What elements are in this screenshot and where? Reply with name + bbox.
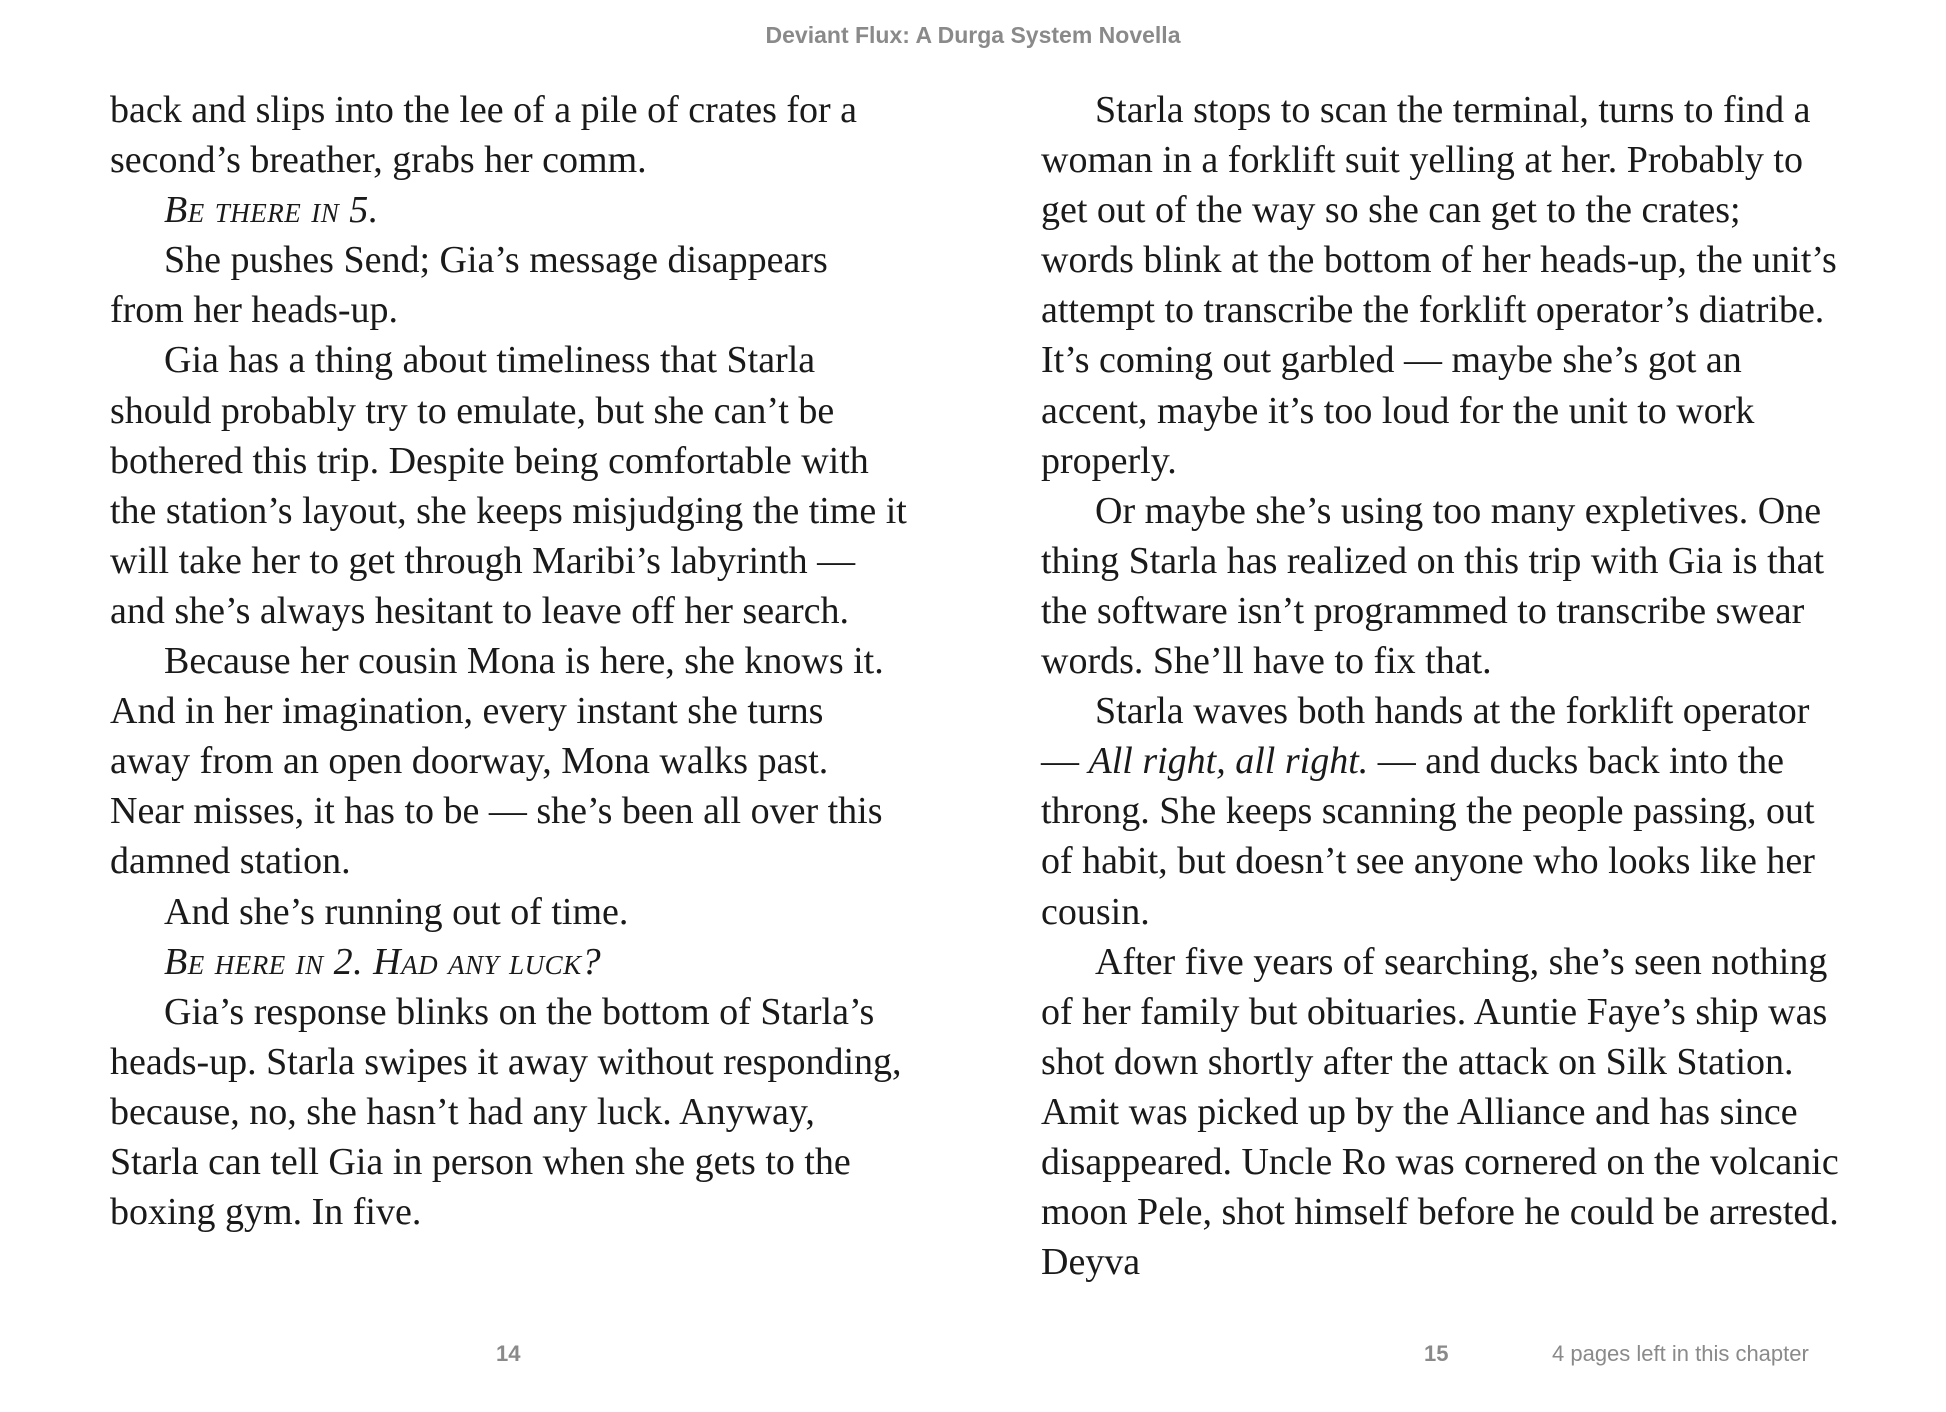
text-span: — and ducks back into the throng. She keeps scanning the people passing, out of habit, but doesn’t see anyone who looks like her cousin. — [1041, 740, 1815, 933]
message-text: Be there in 5. — [164, 189, 379, 232]
paragraph: Gia’s response blinks on the bottom of Starla’s heads-up. Starla swipes it away without responding, because, no, she hasn’t had any luck. Anyway, Starla can tell Gia in person when she gets to the boxing gym. In five. — [110, 990, 902, 1234]
pages-left-in-chapter: 4 pages left in this chapter — [1552, 1341, 1809, 1366]
message-text: Be here in 2. Had any luck? — [164, 940, 602, 983]
paragraph: Or maybe she’s using too many expletives. One thing Starla has realized on this trip with Gia is that the software isn’t programmed to transcribe swear words. She’ll have to fix that. — [1041, 489, 1825, 683]
paragraph: After five years of searching, she’s seen nothing of her family but obituaries. Auntie Faye’s ship was shot down shortly after the attack on Silk Station. Amit was picked up by the Alliance and has since disappeared. Uncle Ro was cornered on the volcanic moon Pele, shot himself before he could be arrested. Deyva — [1041, 940, 1839, 1284]
paragraph: And she’s running out of time. — [164, 890, 629, 933]
paragraph: Gia has a thing about timeliness that Starla should probably try to emulate, but she can’t be bothered this trip. Despite being comfortable with the station’s layout, she keeps misjudging the time it will take her to get through Maribi’s labyrinth — and she’s always hesitant to leave off her search. — [110, 339, 907, 632]
paragraph: Starla stops to scan the terminal, turns to find a woman in a forklift suit yelling at her. Probably to get out of the way so she can get to the crates; words blink at the bottom of her heads-up, the unit’s attempt to transcribe the forklift operator’s diatribe. It’s coming out garbled — maybe she’s got an accent, maybe it’s too loud for the unit to work properly. — [1041, 89, 1837, 482]
text-span: Starla waves both hands at the forklift operator — — [1041, 690, 1810, 783]
book-title: Deviant Flux: A Durga System Novella — [765, 22, 1181, 48]
paragraph: back and slips into the lee of a pile of crates for a second’s breather, grabs her comm. — [110, 89, 858, 182]
paragraph — [1041, 686, 1841, 936]
right-page-text — [1041, 85, 1841, 1287]
page-number-right: 15 — [1424, 1341, 1449, 1366]
paragraph: She pushes Send; Gia’s message disappears from her heads-up. — [110, 239, 828, 332]
italic-speech: All right, all right. — [1088, 740, 1369, 783]
left-page-text — [110, 85, 910, 1237]
paragraph: Because her cousin Mona is here, she knows it. And in her imagination, every instant she turns away from an open doorway, Mona walks past. Near misses, it has to be — she’s been all over this damned station. — [110, 640, 884, 883]
page-number-left: 14 — [496, 1341, 521, 1366]
